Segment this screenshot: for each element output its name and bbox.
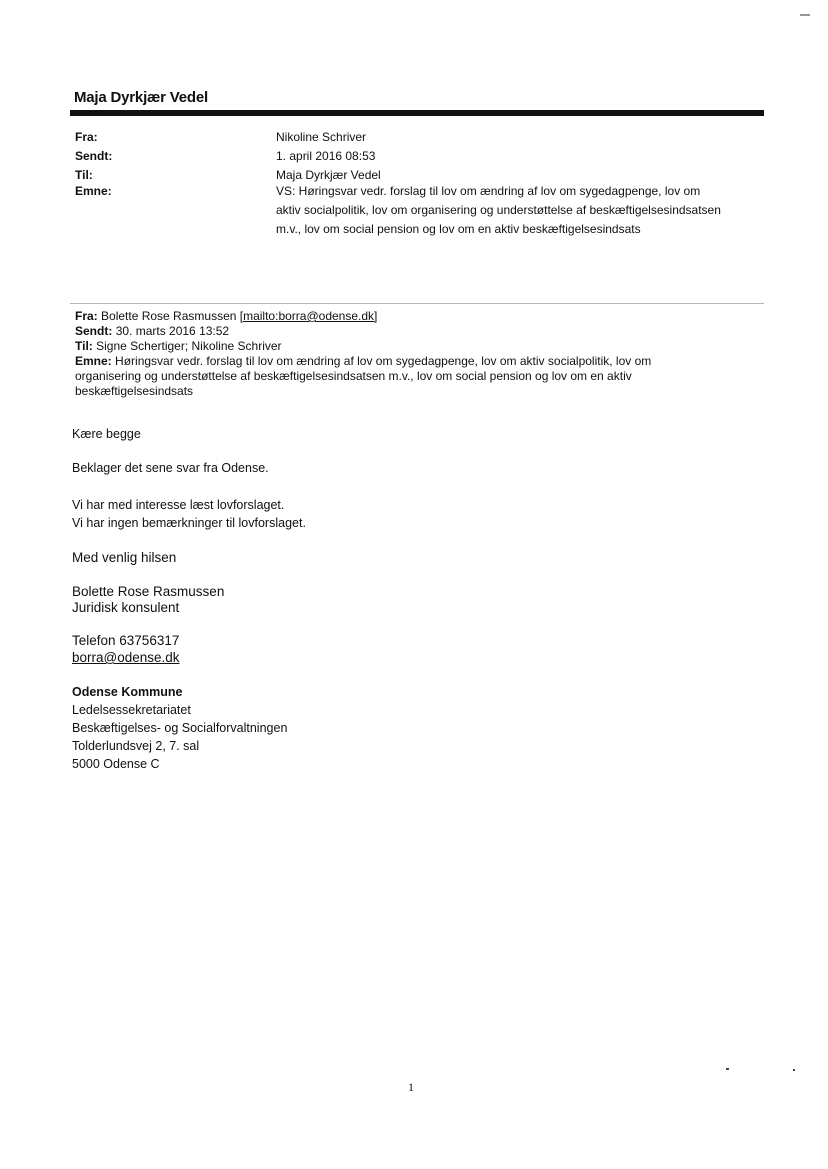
header-subject-line: VS: Høringsvar vedr. forslag til lov om ændring af lov om sygedagpenge, lov om [276,184,701,198]
signature-department: Beskæftigelses- og Socialforvaltningen [72,721,288,735]
signature-closing: Med venlig hilsen [72,550,177,565]
scan-speck [793,1069,795,1071]
signature-title: Juridisk konsulent [72,600,180,615]
page-owner-name: Maja Dyrkjær Vedel [74,89,208,106]
header-to-label: Til: [75,168,93,182]
forwarded-from-name: Bolette Rose Rasmussen [101,309,237,323]
signature-city: 5000 Odense C [72,757,160,771]
header-subject-label: Emne: [75,184,112,198]
forwarded-sent-value: 30. marts 2016 13:52 [115,324,230,338]
body-line: Vi har med interesse læst lovforslaget. [72,498,285,512]
header-sent-label: Sendt: [75,149,113,163]
forwarded-to-label: Til: [75,339,93,353]
header-subject-line: m.v., lov om social pension og lov om en aktiv beskæftigelsesindsats [276,222,641,236]
scan-speck [726,1068,729,1070]
forwarded-mailto-link[interactable]: [mailto:borra@odense.dk] [239,309,378,323]
signature-department: Ledelsessekretariatet [72,703,191,717]
forward-divider [70,303,764,304]
page-number: 1 [408,1080,414,1094]
owner-divider [70,110,764,116]
forwarded-sent-label: Sendt: [75,324,113,338]
forwarded-to-value: Signe Schertiger; Nikoline Schriver [96,339,282,353]
header-from-value: Nikoline Schriver [276,130,367,144]
body-line: Beklager det sene svar fra Odense. [72,461,269,475]
forwarded-to-row [75,339,735,354]
forwarded-subject-line: Høringsvar vedr. forslag til lov om ændring af lov om sygedagpenge, lov om aktiv socialpolitik, lov om [115,354,652,368]
signature-phone: Telefon 63756317 [72,633,180,648]
header-to-value: Maja Dyrkjær Vedel [276,168,381,182]
signature-name: Bolette Rose Rasmussen [72,584,225,599]
header-sent-value: 1. april 2016 08:53 [276,149,376,163]
forwarded-subject-row [75,354,735,369]
forwarded-subject-line: beskæftigelsesindsats [75,384,194,398]
header-subject-line: aktiv socialpolitik, lov om organisering og understøttelse af beskæftigelsesindsatsen [276,203,721,217]
forwarded-header [75,309,735,399]
header-subject-value [276,182,766,239]
forwarded-subject-line: organisering og understøttelse af beskæftigelsesindsatsen m.v., lov om social pension og lov om en aktiv [75,369,632,383]
signature-org: Odense Kommune [72,685,183,699]
greeting: Kære begge [72,427,141,441]
forwarded-from-label: Fra: [75,309,98,323]
signature-email-link[interactable]: borra@odense.dk [72,650,180,665]
scan-speck [800,14,810,16]
forwarded-sent-row [75,324,735,339]
signature-address: Tolderlundsvej 2, 7. sal [72,739,200,753]
body-line: Vi har ingen bemærkninger til lovforslaget. [72,516,306,530]
header-from-label: Fra: [75,130,98,144]
forwarded-subject-label: Emne: [75,354,112,368]
forwarded-from-row [75,309,735,324]
